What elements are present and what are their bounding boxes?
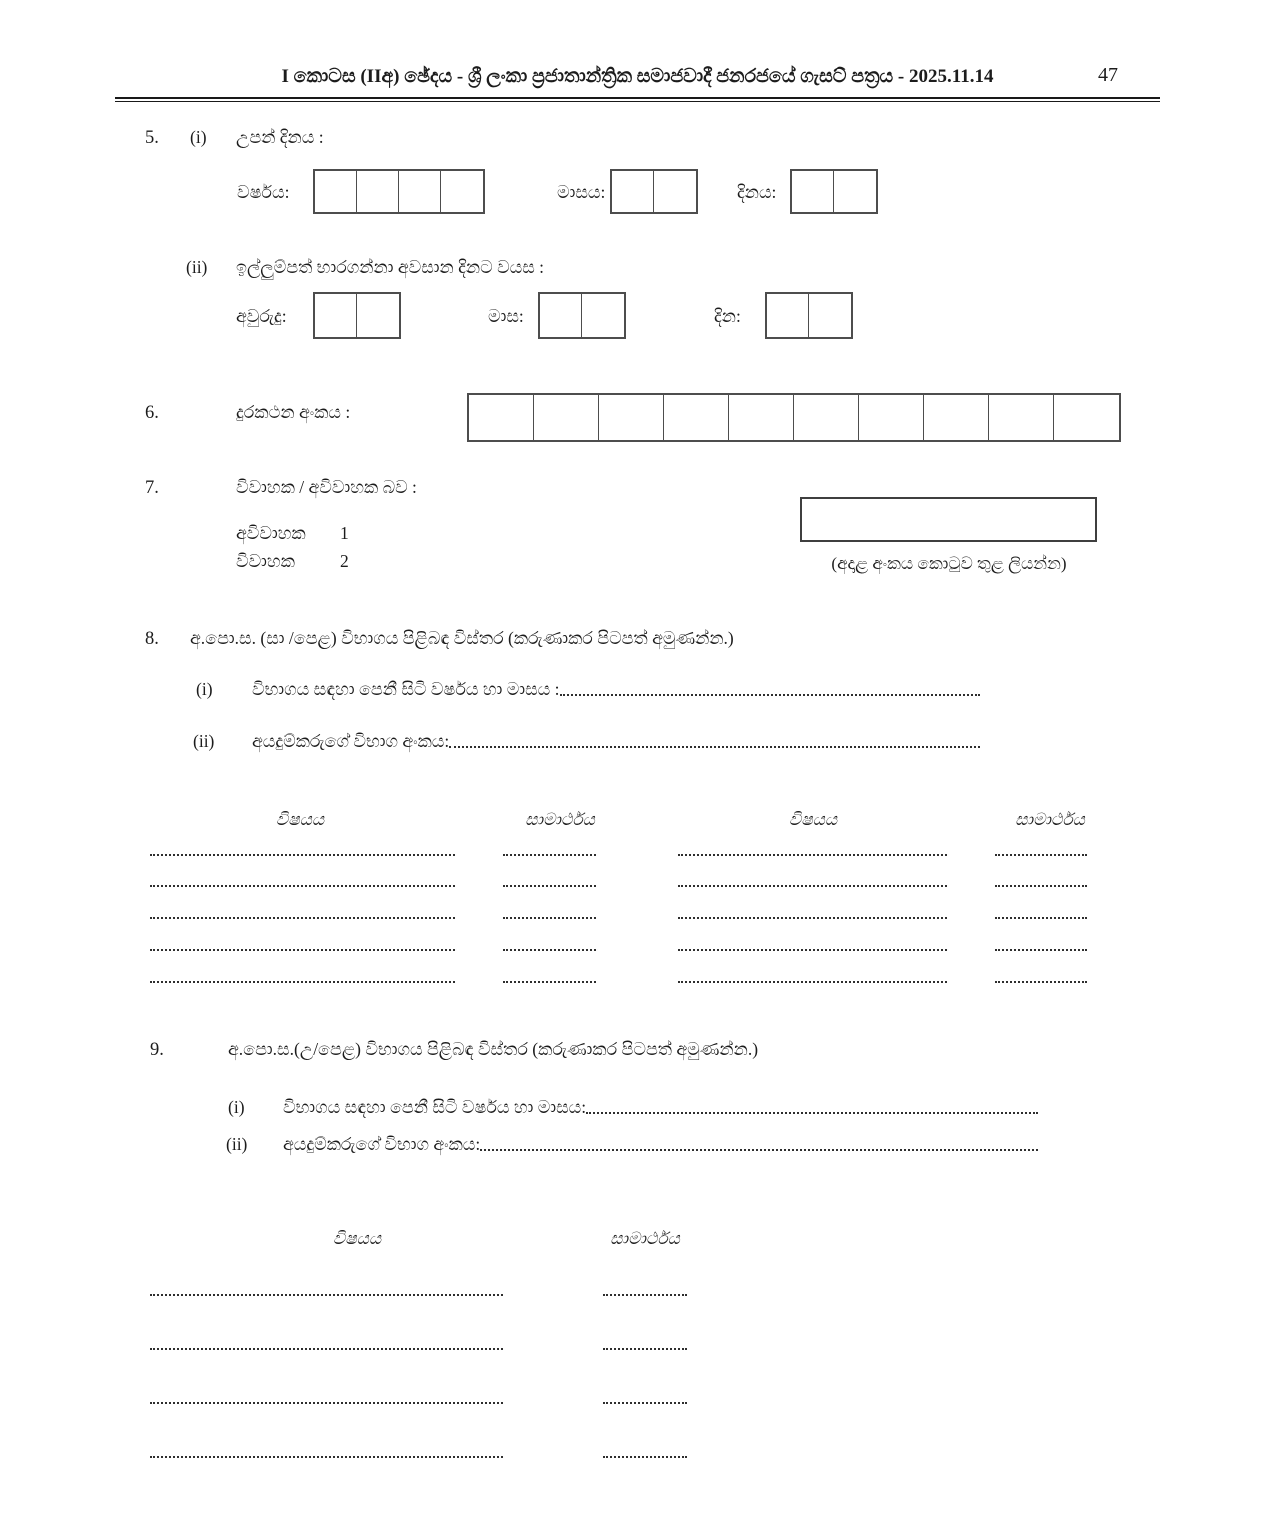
q8-i-label: විභාගය සඳහා පෙනී සිටි වර්ෂය හා මාසය :: [252, 679, 560, 699]
q7-option-unmarried-label: අවිවාහක: [236, 523, 306, 543]
q8-subject-line[interactable]: [678, 885, 947, 887]
age-years-digit-cell[interactable]: [315, 294, 357, 337]
q9-i-write-in-line[interactable]: [586, 1097, 1038, 1114]
q8-i-marker: (i): [196, 679, 213, 699]
q9-ii-marker: (ii): [226, 1134, 248, 1154]
q9-ii-label: අයදුම්කරුගේ විභාග අංකය:: [283, 1134, 481, 1154]
q9-number: 9.: [150, 1040, 164, 1060]
q8-grade-line[interactable]: [995, 854, 1087, 856]
q9-subject-line[interactable]: [150, 1294, 503, 1296]
q9-subject-line[interactable]: [150, 1402, 503, 1404]
q8-ii-write-in-line[interactable]: [449, 731, 980, 748]
q6-label: දුරකථන අංකය :: [236, 402, 351, 422]
q7-label: විවාහක / අවිවාහක බව :: [236, 477, 417, 497]
q8-subject-line[interactable]: [678, 854, 947, 856]
telephone-digit-cell[interactable]: [989, 395, 1054, 440]
age-days-label: දින:: [714, 306, 741, 326]
q5-ii-marker: (ii): [186, 257, 208, 277]
q8-grade-line[interactable]: [503, 854, 596, 856]
q8-table-header-subject-2: විෂයය: [788, 810, 838, 829]
birth-month-boxes[interactable]: [610, 169, 698, 214]
birth-month-digit-cell[interactable]: [654, 171, 696, 212]
q8-title: අ.පො.ස. (සා /පෙළ) විභාගය පිළිබඳ විස්තර (කරුණාකර පිටපත් අමුණන්න.): [190, 628, 734, 648]
q7-option-married-value: 2: [340, 551, 349, 571]
q9-subject-line[interactable]: [150, 1348, 503, 1350]
age-years-boxes[interactable]: [313, 292, 401, 339]
q8-ii-row[interactable]: [193, 731, 980, 752]
age-months-boxes[interactable]: [538, 292, 626, 339]
age-years-label: අවුරුදු:: [236, 306, 287, 326]
birth-year-boxes[interactable]: [313, 169, 485, 214]
page-number: 47: [1098, 64, 1118, 86]
q9-i-label: විභාගය සඳහා පෙනී සිටි වර්ෂය හා මාසය:: [283, 1097, 587, 1117]
birth-day-digit-cell[interactable]: [792, 171, 834, 212]
birth-year-digit-cell[interactable]: [357, 171, 399, 212]
q8-i-row[interactable]: [196, 679, 980, 700]
q9-ii-write-in-line[interactable]: [480, 1134, 1038, 1151]
telephone-digit-cell[interactable]: [599, 395, 664, 440]
q5-i-marker: (i): [190, 127, 207, 147]
q8-grade-line[interactable]: [503, 885, 596, 887]
q9-title: අ.පො.ස.(උ/පෙළ) විභාගය පිළිබඳ විස්තර (කරුණාකර පිටපත් අමුණන්න.): [228, 1039, 759, 1059]
telephone-digit-cell[interactable]: [794, 395, 859, 440]
birth-year-digit-cell[interactable]: [315, 171, 357, 212]
telephone-digit-cell[interactable]: [859, 395, 924, 440]
q9-grade-line[interactable]: [603, 1456, 687, 1458]
q8-grade-line[interactable]: [503, 949, 596, 951]
q8-subject-line[interactable]: [678, 949, 947, 951]
q5-i-label: උපන් දිනය :: [236, 127, 324, 147]
q8-subject-line[interactable]: [678, 917, 947, 919]
birth-day-digit-cell[interactable]: [834, 171, 876, 212]
age-days-digit-cell[interactable]: [809, 294, 851, 337]
q8-table-header-grade-2: සාමාර්ථය: [1015, 810, 1085, 829]
q8-subject-line[interactable]: [150, 981, 455, 983]
q7-option-married-label: විවාහක: [236, 551, 295, 571]
age-days-boxes[interactable]: [765, 292, 853, 339]
q7-option-unmarried-value: 1: [340, 523, 349, 543]
marital-status-box-caption: (අදාළ අංකය කොටුව තුළ ලියන්න): [831, 554, 1067, 573]
telephone-number-boxes[interactable]: [467, 393, 1121, 442]
telephone-digit-cell[interactable]: [1054, 395, 1119, 440]
age-days-digit-cell[interactable]: [767, 294, 809, 337]
birth-day-label: දිනය:: [737, 182, 777, 202]
q9-grade-line[interactable]: [603, 1294, 687, 1296]
birth-year-digit-cell[interactable]: [441, 171, 483, 212]
q8-number: 8.: [145, 629, 159, 649]
q8-subject-line[interactable]: [678, 981, 947, 983]
q8-subject-line[interactable]: [150, 949, 455, 951]
q8-grade-line[interactable]: [995, 917, 1087, 919]
q9-grade-line[interactable]: [603, 1402, 687, 1404]
q8-table-header-subject-1: විෂයය: [275, 810, 325, 829]
q8-ii-marker: (ii): [193, 731, 215, 751]
q9-subject-line[interactable]: [150, 1456, 503, 1458]
q9-i-marker: (i): [228, 1097, 245, 1117]
telephone-digit-cell[interactable]: [924, 395, 989, 440]
age-months-digit-cell[interactable]: [582, 294, 624, 337]
q9-grade-line[interactable]: [603, 1348, 687, 1350]
q8-grade-line[interactable]: [503, 917, 596, 919]
telephone-digit-cell[interactable]: [664, 395, 729, 440]
telephone-digit-cell[interactable]: [534, 395, 599, 440]
telephone-digit-cell[interactable]: [469, 395, 534, 440]
q8-i-write-in-line[interactable]: [560, 679, 981, 696]
age-years-digit-cell[interactable]: [357, 294, 399, 337]
q7-number: 7.: [145, 478, 159, 498]
q9-i-row[interactable]: [228, 1097, 1038, 1118]
q8-grade-line[interactable]: [995, 885, 1087, 887]
q8-subject-line[interactable]: [150, 917, 455, 919]
q8-ii-label: අයදුම්කරුගේ විභාග අංකය:: [252, 731, 450, 751]
q8-grade-line[interactable]: [995, 981, 1087, 983]
q9-table-header-grade: සාමාර්ථය: [610, 1229, 680, 1248]
age-months-label: මාස:: [488, 306, 524, 326]
q8-grade-line[interactable]: [995, 949, 1087, 951]
q8-subject-line[interactable]: [150, 854, 455, 856]
age-months-digit-cell[interactable]: [540, 294, 582, 337]
q8-subject-line[interactable]: [150, 885, 455, 887]
q5-ii-label: ඉල්ලුම්පත් භාරගන්නා අවසාන දිනට වයස :: [236, 257, 545, 277]
q5-number: 5.: [145, 128, 159, 148]
q8-grade-line[interactable]: [503, 981, 596, 983]
marital-status-entry-box[interactable]: [800, 497, 1097, 542]
telephone-digit-cell[interactable]: [729, 395, 794, 440]
q8-table-header-grade-1: සාමාර්ථය: [525, 810, 595, 829]
birth-month-label: මාසය:: [557, 182, 606, 202]
q9-table-header-subject: විෂයය: [332, 1229, 382, 1248]
birth-day-boxes[interactable]: [790, 169, 878, 214]
gazette-header-title: I කොටස (IIඅ) ඡේදය - ශ්‍රී ලංකා ප්‍රජාතාන්ත්‍රික සමාජවාදී ජනරජයේ ගැසට් පත්‍රය - 2025.11.14: [281, 66, 994, 87]
birth-year-label: වර්ෂය:: [237, 182, 290, 202]
birth-year-digit-cell[interactable]: [399, 171, 441, 212]
q9-ii-row[interactable]: [226, 1134, 1038, 1155]
header-rule: [115, 97, 1160, 102]
birth-month-digit-cell[interactable]: [612, 171, 654, 212]
q6-number: 6.: [145, 403, 159, 423]
